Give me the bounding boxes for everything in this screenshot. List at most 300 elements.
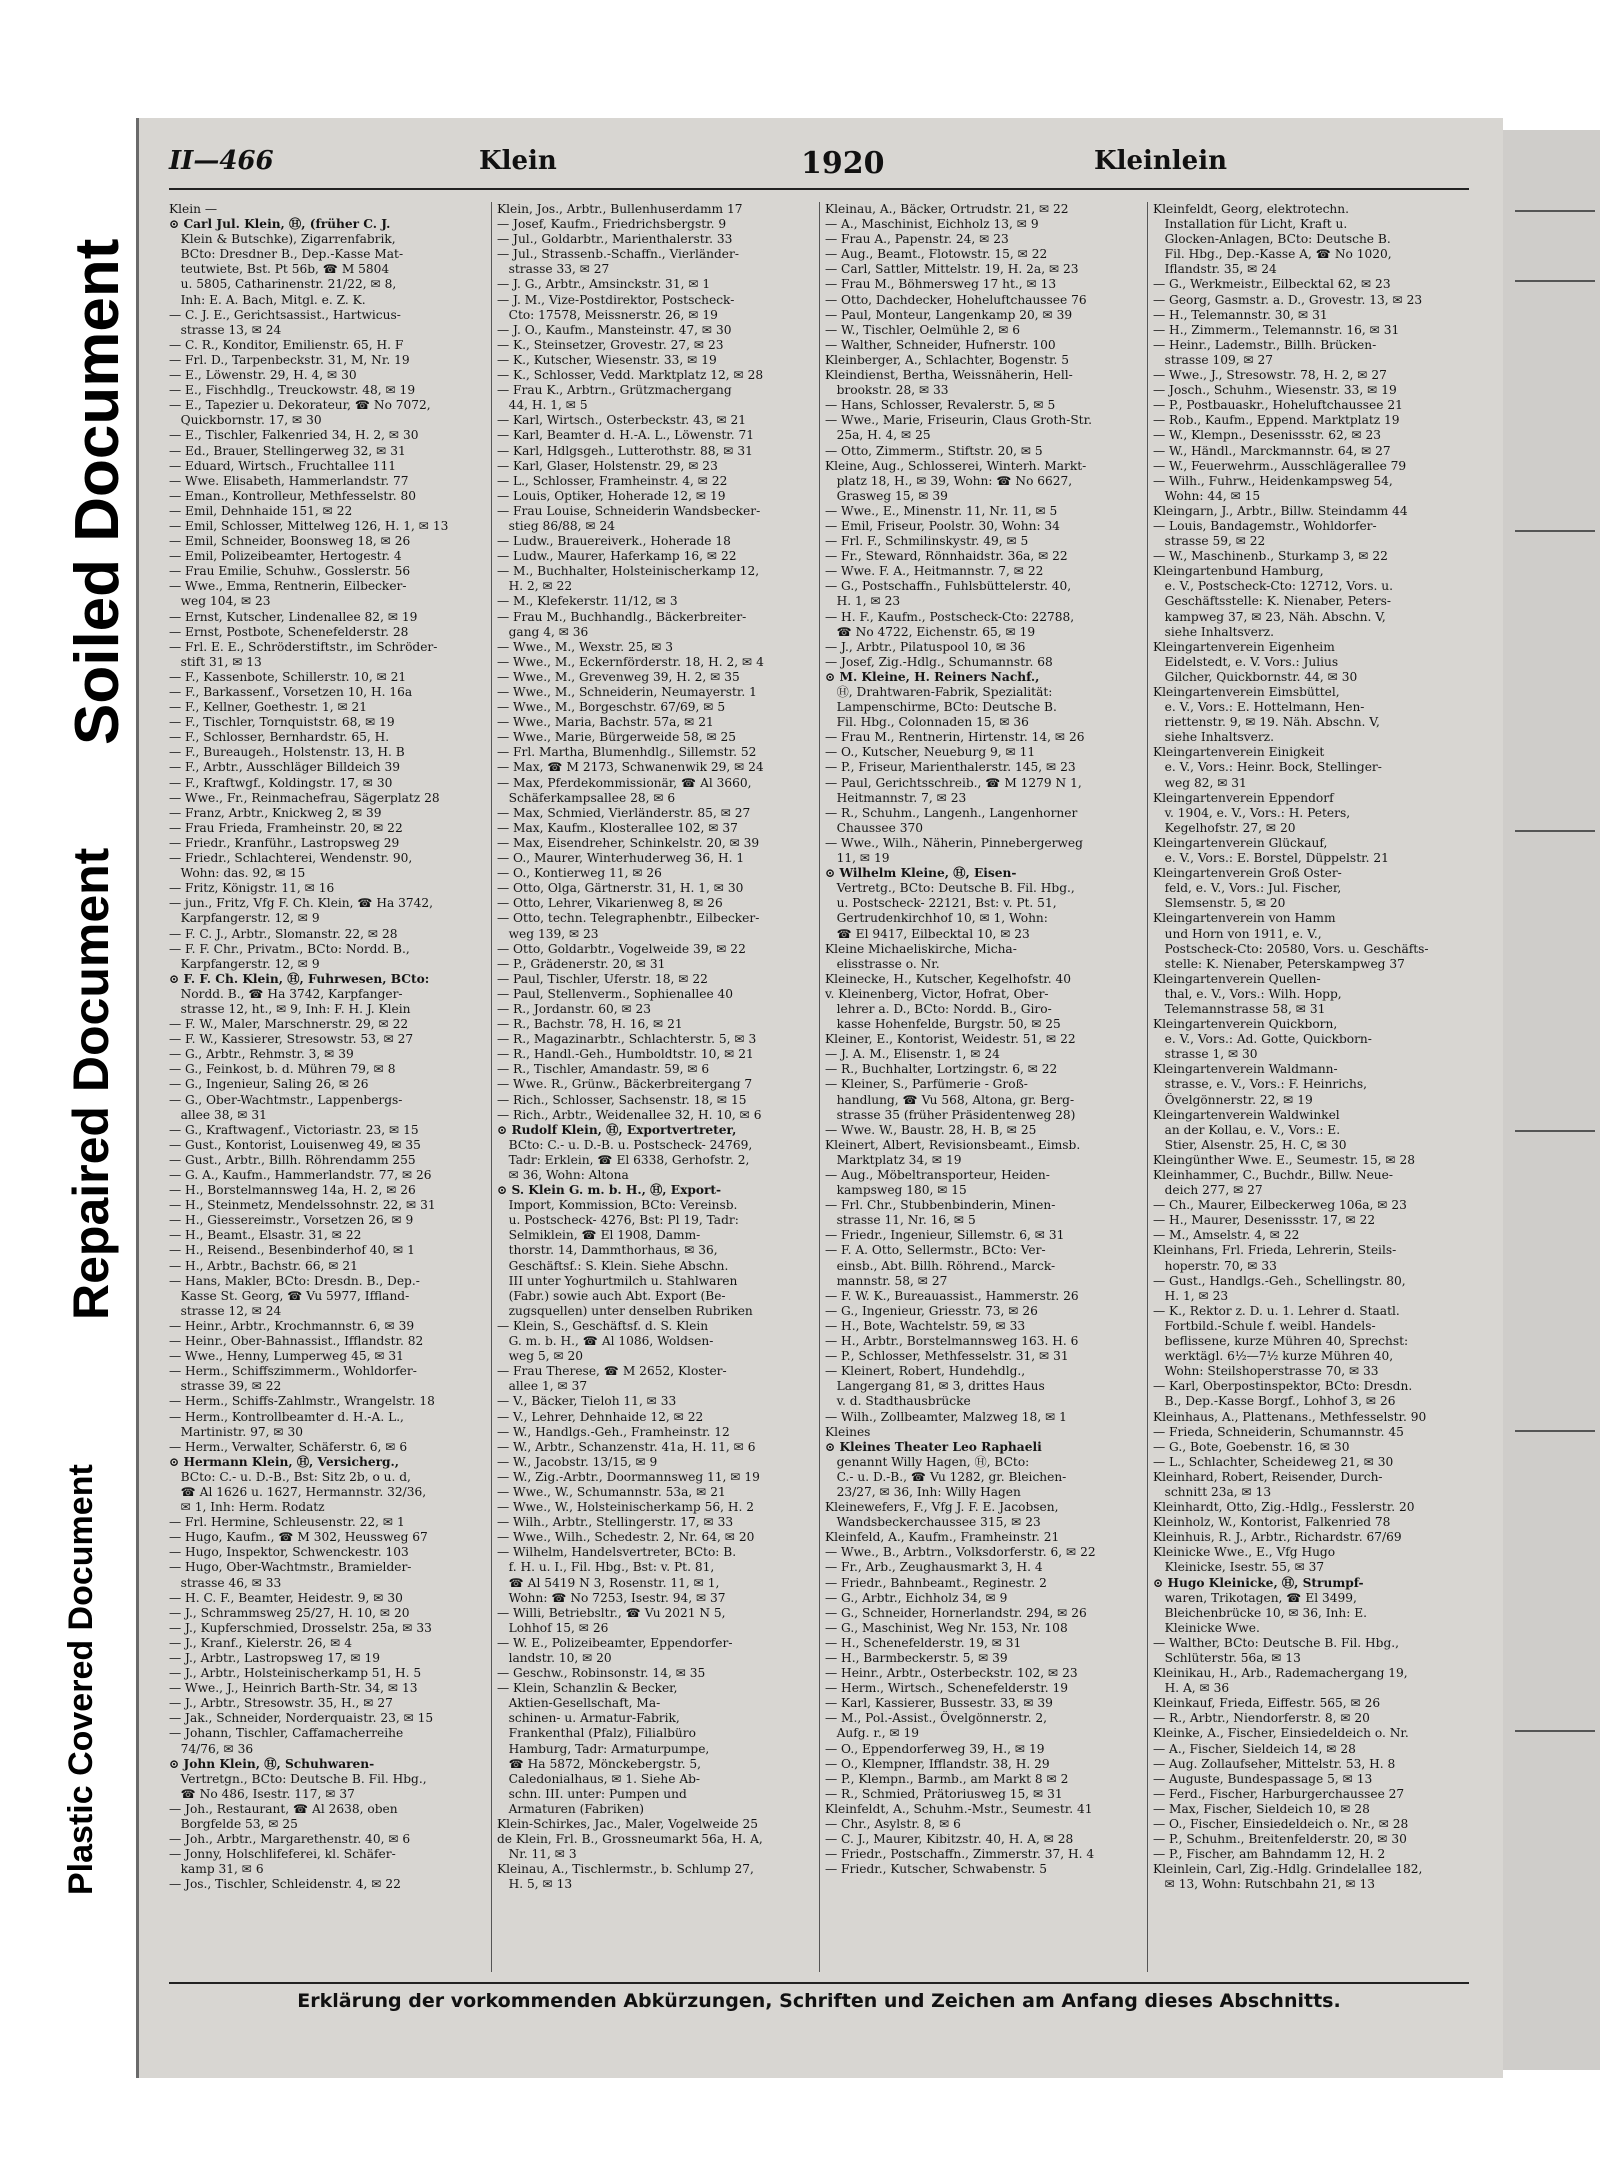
- directory-entry: Selmiklein, ☎ El 1908, Damm-: [497, 1228, 701, 1243]
- directory-entry: landstr. 10, ✉ 20: [497, 1651, 612, 1665]
- directory-entry: — Friedr., Ingenieur, Sillemstr. 6, ✉ 31: [825, 1228, 1065, 1243]
- directory-entry: Geschäftsf.: S. Klein. Siehe Abschn.: [497, 1258, 729, 1273]
- directory-entry: ☎ El 9417, Eilbecktal 10, ✉ 23: [825, 926, 1030, 941]
- directory-entry: Stier, Alsenstr. 25, H. C, ✉ 30: [1153, 1137, 1347, 1152]
- directory-entry: — H., Reisend., Besenbinderhof 40, ✉ 1: [169, 1243, 415, 1258]
- directory-entry: gang 4, ✉ 36: [497, 624, 589, 639]
- directory-entry: — Frl. E. E., Schröderstiftstr., im Schröder-: [169, 639, 438, 654]
- directory-entry: — Wwe. W., Baustr. 28, H. B, ✉ 25: [825, 1122, 1037, 1137]
- directory-entry: Klein, Jos., Arbtr., Bullenhuserdamm 17: [497, 202, 743, 216]
- directory-entry: weg 104, ✉ 23: [169, 594, 271, 609]
- directory-entry: Kleingarn, J., Arbtr., Billw. Steindamm 44: [1153, 503, 1408, 518]
- directory-entry: — Herm., Schiffs-Zahlmstr., Wrangelstr. 18: [169, 1394, 435, 1409]
- directory-entry: — Wwe., M., Eckernförderstr. 18, H. 2, ✉ 4: [497, 654, 764, 669]
- directory-entry: Wandsbeckerchaussee 315, ✉ 23: [825, 1515, 1041, 1530]
- directory-entry: ✉ 1, Inh: Herm. Rodatz: [169, 1500, 325, 1515]
- directory-entry: Martinistr. 97, ✉ 30: [169, 1424, 303, 1439]
- directory-entry: — Max, ☎ M 2173, Schwanenwik 29, ✉ 24: [497, 760, 764, 775]
- directory-entry: mannstr. 58, ✉ 27: [825, 1273, 948, 1288]
- edge-mark: [1515, 1430, 1595, 1432]
- directory-entry: — W. E., Polizeibeamter, Eppendorfer-: [497, 1635, 733, 1650]
- directory-entry: — Otto, Lehrer, Vikarienweg 8, ✉ 26: [497, 896, 723, 911]
- directory-entry: — H., Arbtr., Bachstr. 66, ✉ 21: [169, 1258, 358, 1273]
- directory-entry: strasse 35 (früher Präsidentenweg 28): [825, 1107, 1076, 1122]
- directory-entry: Kleinhaus, A., Plattenans., Methfesselstr. 90: [1153, 1409, 1427, 1424]
- directory-entry: — Frieda, Schneiderin, Schumannstr. 45: [1153, 1424, 1404, 1439]
- directory-entry: ⊙ Hermann Klein, Ⓗ, Versicherg.,: [169, 1454, 399, 1469]
- directory-entry: — Wwe., Marie, Friseurin, Claus Groth-Str.: [825, 413, 1092, 428]
- directory-entry: — Franz, Arbtr., Knickweg 2, ✉ 39: [169, 805, 382, 820]
- directory-entry: Kleingartenverein Eimsbüttel,: [1153, 685, 1340, 699]
- directory-entry: — Wwe., W., Holsteinischerkamp 56, H. 2: [497, 1500, 754, 1515]
- directory-entry: — Hans, Schlosser, Revalerstr. 5, ✉ 5: [825, 398, 1056, 413]
- directory-entry: — Wwe., Marie, Bürgerweide 58, ✉ 25: [497, 730, 737, 745]
- directory-entry: Kleinhardt, Otto, Zig.-Hdlg., Fesslerstr. 20: [1153, 1500, 1415, 1515]
- directory-entry: Wohn: Steilshoperstrasse 70, ✉ 33: [1153, 1364, 1379, 1379]
- edge-mark: [1515, 1130, 1595, 1132]
- scanned-directory-page: [136, 118, 1503, 2078]
- directory-entry: ⊙ S. Klein G. m. b. H., Ⓗ, Export-: [497, 1183, 722, 1198]
- directory-entry: Aufg. r., ✉ 19: [825, 1726, 920, 1741]
- directory-entry: — R., Handl.-Geh., Humboldtstr. 10, ✉ 21: [497, 1047, 754, 1062]
- directory-entry: — F. F. Chr., Privatm., BCto: Nordd. B.,: [169, 941, 410, 956]
- directory-entry: — J., Arbtr., Stresowstr. 35, H., ✉ 27: [169, 1696, 393, 1711]
- directory-entry: — J. M., Vize-Postdirektor, Postscheck-: [497, 292, 735, 307]
- directory-entry: stieg 86/88, ✉ 24: [497, 518, 616, 533]
- directory-entry: feld, e. V., Vors.: Jul. Fischer,: [1153, 881, 1342, 896]
- directory-entry: — Heinr., Arbtr., Osterbeckstr. 102, ✉ 23: [825, 1666, 1078, 1681]
- directory-entry: — Frau K., Arbtrn., Grützmachergang: [497, 383, 732, 398]
- directory-entry: — Karl, Hdlgsgeh., Lutterothstr. 88, ✉ 31: [497, 443, 753, 458]
- directory-entry: — A., Maschinist, Eichholz 13, ✉ 9: [825, 217, 1039, 232]
- directory-entry: Lampenschirme, BCto: Deutsche B.: [825, 700, 1057, 715]
- repaired-document-label: Repaired Document: [63, 847, 119, 1320]
- directory-entry: Chaussee 370: [825, 820, 923, 835]
- directory-entry: — H., Steinmetz, Mendelssohnstr. 22, ✉ 31: [169, 1198, 436, 1213]
- directory-entry: — Karl, Kassierer, Bussestr. 33, ✉ 39: [825, 1696, 1053, 1711]
- directory-entry: ⊙ F. F. Ch. Klein, Ⓗ, Fuhrwesen, BCto:: [169, 971, 430, 986]
- side-labels: [0, 0, 132, 2177]
- directory-entry: Kleingartenverein Eppendorf: [1153, 790, 1334, 805]
- directory-entry: H. 5, ✉ 13: [497, 1877, 573, 1892]
- directory-entry: — L., Schlosser, Framheinstr. 4, ✉ 22: [497, 473, 728, 488]
- directory-entry: — R., Buchhalter, Lortzingstr. 6, ✉ 22: [825, 1062, 1058, 1077]
- directory-entry: — Joh., Restaurant, ☎ Al 2638, oben: [169, 1801, 398, 1816]
- directory-entry: — C. R., Konditor, Emilienstr. 65, H. F: [169, 337, 404, 352]
- directory-entry: — Frau M., Buchhandlg., Bäckerbreiter-: [497, 609, 747, 624]
- directory-entry: an der Kollau, e. V., Vors.: E.: [1153, 1122, 1341, 1137]
- directory-entry: — Jos., Tischler, Schleidenstr. 4, ✉ 22: [169, 1877, 401, 1892]
- directory-entry: — Wwe., Henny, Lumperweg 45, ✉ 31: [169, 1349, 404, 1364]
- directory-entry: — Rich., Schlosser, Sachsenstr. 18, ✉ 15: [497, 1092, 747, 1107]
- soiled-document-label: Soiled Document: [63, 238, 132, 745]
- directory-entry: strasse 11, Nr. 16, ✉ 5: [825, 1213, 976, 1228]
- directory-entry: H. A, ✉ 36: [1153, 1681, 1230, 1696]
- directory-entry: — Fritz, Königstr. 11, ✉ 16: [169, 881, 335, 896]
- directory-entry: — Max, Kaufm., Klosterallee 102, ✉ 37: [497, 820, 738, 835]
- column-divider: [491, 202, 492, 1972]
- directory-entry: Kleindienst, Bertha, Weissnäherin, Hell-: [825, 368, 1073, 383]
- directory-entry: — G., Werkmeistr., Eilbecktal 62, ✉ 23: [1153, 277, 1391, 292]
- directory-entry: Nordd. B., ☎ Ha 3742, Karpfanger-: [169, 986, 403, 1001]
- directory-entry: — Paul, Gerichtsschreib., ☎ M 1279 N 1,: [825, 775, 1082, 790]
- directory-entry: — H. F., Kaufm., Postscheck-Cto: 22788,: [825, 609, 1075, 624]
- directory-entry: Kleinhuis, R. J., Arbtr., Richardstr. 67/69: [1153, 1530, 1402, 1545]
- directory-entry: Borgfelde 53, ✉ 25: [169, 1817, 298, 1832]
- directory-entry: hoperstr. 70, ✉ 33: [1153, 1258, 1277, 1273]
- directory-entry: Quickbornstr. 17, ✉ 30: [169, 413, 322, 428]
- directory-entry: — Friedr., Kranführ., Lastropsweg 29: [169, 835, 400, 850]
- directory-entry: ⊙ M. Kleine, H. Reiners Nachf.,: [825, 669, 1040, 684]
- directory-entry: — Wwe., M., Borgeschstr. 67/69, ✉ 5: [497, 700, 726, 715]
- directory-entry: — Wwe., Emma, Rentnerin, Eilbecker-: [169, 579, 407, 594]
- directory-entry: — W., Maschinenb., Sturkamp 3, ✉ 22: [1153, 549, 1388, 564]
- directory-entry: Ⓗ, Drahtwaren-Fabrik, Spezialität:: [825, 685, 1053, 699]
- directory-entry: B., Dep.-Kasse Borgf., Lohhof 3, ✉ 26: [1153, 1394, 1396, 1409]
- directory-entry: strasse 13, ✉ 24: [169, 322, 282, 337]
- directory-entry: — Max, Eisendreher, Schinkelstr. 20, ✉ 39: [497, 835, 760, 850]
- directory-entry: — Frl. Chr., Stubbenbinderin, Minen-: [825, 1198, 1056, 1213]
- directory-entry: — Carl, Sattler, Mittelstr. 19, H. 2a, ✉ 23: [825, 262, 1079, 277]
- directory-entry: Frankenthal (Pfalz), Filialbüro: [497, 1726, 696, 1741]
- directory-entry: — Hugo, Inspektor, Schwenckestr. 103: [169, 1545, 409, 1560]
- directory-entry: — Friedr., Kutscher, Schwabenstr. 5: [825, 1862, 1048, 1877]
- directory-entry: — Paul, Tischler, Uferstr. 18, ✉ 22: [497, 971, 708, 986]
- directory-entry: Nr. 11, ✉ 3: [497, 1847, 577, 1862]
- directory-entry: (Fabr.) sowie auch Abt. Export (Be-: [497, 1288, 726, 1303]
- directory-entry: — G., Schneider, Hornerlandstr. 294, ✉ 26: [825, 1605, 1087, 1620]
- directory-entry: — H., Giessereimstr., Vorsetzen 26, ✉ 9: [169, 1213, 414, 1228]
- directory-entry: allee 1, ✉ 37: [497, 1379, 588, 1394]
- directory-entry: — G., Postschaffn., Fuhlsbüttelerstr. 40,: [825, 579, 1072, 594]
- directory-entry: — M., Klefekerstr. 11/12, ✉ 3: [497, 594, 678, 609]
- directory-entry: — Emil, Dehnhaide 151, ✉ 22: [169, 503, 353, 518]
- directory-entry: Kleinhard, Robert, Reisender, Durch-: [1153, 1469, 1383, 1484]
- directory-entry: Vertretg., BCto: Deutsche B. Fil. Hbg.,: [825, 881, 1075, 896]
- directory-entry: — Ferd., Fischer, Harburgerchaussee 27: [1153, 1786, 1405, 1801]
- directory-entry: — H. C. F., Beamter, Heidestr. 9, ✉ 30: [169, 1590, 403, 1605]
- directory-entry: Kleine Michaeliskirche, Micha-: [825, 941, 1017, 956]
- directory-entry: einsb., Abt. Billh. Röhrend., Marck-: [825, 1258, 1056, 1273]
- directory-entry: — Frl. Martha, Blumenhdlg., Sillemstr. 52: [497, 745, 757, 760]
- directory-entry: — Emil, Schneider, Boonsweg 18, ✉ 26: [169, 534, 411, 549]
- directory-entry: — Otto, techn. Telegraphenbtr., Eilbecker-: [497, 911, 760, 926]
- directory-entry: e. V., Vors.: Heinr. Bock, Stellinger-: [1153, 760, 1382, 775]
- directory-entry: zugsquellen) unter denselben Rubriken: [497, 1303, 753, 1318]
- directory-entry: Schäferkampsallee 28, ✉ 6: [497, 790, 676, 805]
- directory-entry: — jun., Fritz, Vfg F. Ch. Klein, ☎ Ha 3742,: [169, 896, 434, 911]
- directory-entry: — Emil, Schlosser, Mittelweg 126, H. 1, ✉ 13: [169, 518, 449, 533]
- directory-entry: — O., Klempner, Ifflandstr. 38, H. 29: [825, 1756, 1050, 1771]
- directory-entry: — Klein, Schanzlin & Becker,: [497, 1681, 678, 1696]
- directory-entry: — Otto, Zimmerm., Stiftstr. 20, ✉ 5: [825, 443, 1043, 458]
- directory-entry: — Karl, Beamter d. H.-A. L., Löwenstr. 71: [497, 428, 754, 443]
- directory-entry: — Wwe., Fr., Reinmachefrau, Sägerplatz 28: [169, 790, 440, 805]
- directory-entry: — Otto, Goldarbtr., Vogelweide 39, ✉ 22: [497, 941, 746, 956]
- directory-entry: — Rich., Arbtr., Weidenallee 32, H. 10, ✉ 6: [497, 1107, 762, 1122]
- directory-entry: — Rob., Kaufm., Eppend. Marktplatz 19: [1153, 413, 1400, 428]
- directory-entry: — K., Kutscher, Wiesenstr. 33, ✉ 19: [497, 352, 717, 367]
- directory-entry: Kleinicke Wwe.: [1153, 1620, 1260, 1635]
- directory-entry: — Wwe., M., Wexstr. 25, ✉ 3: [497, 639, 674, 654]
- directory-entry: — Auguste, Bundespassage 5, ✉ 13: [1153, 1771, 1373, 1786]
- directory-entry: f. H. u. I., Fil. Hbg., Bst: v. Pt. 81,: [497, 1560, 715, 1575]
- directory-entry: strasse 59, ✉ 22: [1153, 534, 1266, 549]
- directory-entry: — Gust., Arbtr., Billh. Röhrendamm 255: [169, 1152, 416, 1167]
- directory-entry: — Ludw., Brauereiverk., Hoherade 18: [497, 534, 731, 549]
- directory-entry: v. Kleinenberg, Victor, Hofrat, Ober-: [825, 986, 1049, 1001]
- directory-entry: — Heinr., Arbtr., Krochmannstr. 6, ✉ 39: [169, 1318, 415, 1333]
- directory-entry: — R., Jordanstr. 60, ✉ 23: [497, 1001, 652, 1016]
- directory-entry: — Friedr., Bahnbeamt., Reginestr. 2: [825, 1575, 1047, 1590]
- directory-entry: Aktien-Gesellschaft, Ma-: [497, 1696, 661, 1711]
- directory-entry: Kleiner, E., Kontorist, Weidestr. 51, ✉ 22: [825, 1032, 1076, 1047]
- directory-entry: — H., Bote, Wachtelstr. 59, ✉ 33: [825, 1318, 1026, 1333]
- directory-entry: — F. A. Otto, Sellermstr., BCto: Ver-: [825, 1243, 1046, 1258]
- directory-entry: — F., Arbtr., Ausschläger Billdeich 39: [169, 760, 401, 775]
- directory-entry: Tadr: Erklein, ☎ El 6338, Gerhofstr. 2,: [497, 1152, 750, 1167]
- directory-entry: — M., Pol.-Assist., Övelgönnerstr. 2,: [825, 1711, 1047, 1726]
- directory-entry: Kleingartenverein Glückauf,: [1153, 835, 1328, 850]
- directory-entry: Fil. Hbg., Dep.-Kasse A, ☎ No 1020,: [1153, 247, 1392, 262]
- header-left-word: Klein: [479, 146, 557, 176]
- directory-entry: Klein —: [169, 202, 218, 216]
- directory-entry: — J., Kupferschmied, Drosselstr. 25a, ✉ 33: [169, 1620, 432, 1635]
- directory-entry: Wohn: das. 92, ✉ 15: [169, 866, 306, 881]
- directory-entry: — F., Bureaugeh., Holstenstr. 13, H. B: [169, 745, 405, 760]
- directory-entry: deich 277, ✉ 27: [1153, 1183, 1263, 1198]
- directory-entry: — Frl. F., Schmilinskystr. 49, ✉ 5: [825, 534, 1029, 549]
- directory-entry: — Frl. D., Tarpenbeckstr. 31, M, Nr. 19: [169, 352, 410, 367]
- directory-entry: — Wwe., M., Grevenweg 39, H. 2, ✉ 35: [497, 669, 740, 684]
- directory-entry: Kleingartenverein Einigkeit: [1153, 745, 1325, 760]
- directory-entry: — Jul., Goldarbtr., Marienthalerstr. 33: [497, 232, 733, 247]
- directory-entry: thorstr. 14, Dammthorhaus, ✉ 36,: [497, 1243, 718, 1258]
- directory-entry: — P., Schuhm., Breitenfelderstr. 20, ✉ 30: [1153, 1832, 1407, 1847]
- directory-entry: Fortbild.-Schule f. weibl. Handels-: [1153, 1318, 1376, 1333]
- directory-entry: weg 139, ✉ 23: [497, 926, 599, 941]
- directory-entry: siehe Inhaltsverz.: [1153, 624, 1274, 639]
- directory-entry: — Wwe., W., Schumannstr. 53a, ✉ 21: [497, 1484, 726, 1499]
- directory-entry: riettenstr. 9, ✉ 19. Näh. Abschn. V,: [1153, 715, 1380, 730]
- directory-entry: kasse Hohenfelde, Burgstr. 50, ✉ 25: [825, 1017, 1061, 1032]
- directory-entry: weg 82, ✉ 31: [1153, 775, 1247, 790]
- directory-entry: Postscheck-Cto: 20580, Vors. u. Geschäfts-: [1153, 941, 1429, 956]
- edge-mark: [1515, 280, 1595, 282]
- directory-entry: — Ernst, Kutscher, Lindenallee 82, ✉ 19: [169, 609, 418, 624]
- directory-entry: — M., Amselstr. 4, ✉ 22: [1153, 1228, 1300, 1243]
- directory-column-2: [497, 202, 815, 1972]
- directory-entry: — Joh., Arbtr., Margarethenstr. 40, ✉ 6: [169, 1832, 411, 1847]
- directory-entry: — H., Zimmerm., Telemannstr. 16, ✉ 31: [1153, 322, 1400, 337]
- directory-entry: ⊙ Kleines Theater Leo Raphaeli: [825, 1439, 1042, 1454]
- directory-entry: Langergang 81, ✉ 3, drittes Haus: [825, 1379, 1045, 1394]
- directory-entry: — Frau A., Papenstr. 24, ✉ 23: [825, 232, 1009, 247]
- directory-entry: — Friedr., Schlachterei, Wendenstr. 90,: [169, 851, 413, 866]
- directory-entry: strasse 39, ✉ 22: [169, 1379, 282, 1394]
- directory-entry: — Frau M., Böhmersweg 17 ht., ✉ 13: [825, 277, 1057, 292]
- directory-entry: — Max, Pferdekommissionär, ☎ Al 3660,: [497, 775, 752, 790]
- directory-entry: — Jonny, Holschlifeferei, kl. Schäfer-: [169, 1847, 396, 1862]
- directory-entry: — K., Steinsetzer, Grovestr. 27, ✉ 23: [497, 337, 724, 352]
- directory-entry: — E., Tapezier u. Dekorateur, ☎ No 7072,: [169, 398, 431, 413]
- directory-entry: de Klein, Frl. B., Grossneumarkt 56a, H. A,: [497, 1832, 763, 1847]
- directory-entry: — R., Arbtr., Niendorferstr. 8, ✉ 20: [1153, 1711, 1370, 1726]
- directory-column-1: [169, 202, 487, 1972]
- directory-entry: Kegelhofstr. 27, ✉ 20: [1153, 820, 1296, 835]
- directory-entry: — Wwe. R., Grünw., Bäckerbreitergang 7: [497, 1077, 753, 1092]
- directory-entry: — J., Schrammsweg 25/27, H. 10, ✉ 20: [169, 1605, 410, 1620]
- directory-entry: — J., Arbtr., Lastropsweg 17, ✉ 19: [169, 1651, 380, 1665]
- directory-entry: Kleinikau, H., Arb., Rademachergang 19,: [1153, 1666, 1408, 1681]
- directory-entry: — Wwe., J., Heinrich Barth-Str. 34, ✉ 13: [169, 1681, 418, 1696]
- directory-entry: — P., Friseur, Marienthalerstr. 145, ✉ 23: [825, 760, 1076, 775]
- directory-entry: strasse 33, ✉ 27: [497, 262, 610, 277]
- directory-entry: — G., Ingenieur, Saling 26, ✉ 26: [169, 1077, 369, 1092]
- directory-entry: — Gust., Handlgs.-Geh., Schellingstr. 80,: [1153, 1273, 1406, 1288]
- directory-entry: — Herm., Wirtsch., Schenefelderstr. 19: [825, 1681, 1069, 1696]
- directory-entry: — Frau Louise, Schneiderin Wandsbecker-: [497, 503, 761, 518]
- directory-entry: — Frau M., Rentnerin, Hirtenstr. 14, ✉ 26: [825, 730, 1085, 745]
- directory-entry: Glocken-Anlagen, BCto: Deutsche B.: [1153, 232, 1391, 247]
- directory-entry: Gertrudenkirchhof 10, ✉ 1, Wohn:: [825, 911, 1048, 926]
- directory-entry: — W., Händl., Marckmannstr. 64, ✉ 27: [1153, 443, 1391, 458]
- directory-entry: Kleinewefers, F., Vfg J. F. E. Jacobsen,: [825, 1500, 1059, 1515]
- directory-entry: — Eduard, Wirtsch., Fruchtallee 111: [169, 458, 397, 473]
- directory-entry: Klein-Schirkes, Jac., Maler, Vogelweide 25: [497, 1817, 758, 1832]
- directory-entry: — Aug. Zollaufseher, Mittelstr. 53, H. 8: [1153, 1756, 1396, 1771]
- directory-entry: — Max, Schmied, Vierländerstr. 85, ✉ 27: [497, 805, 751, 820]
- directory-entry: allee 38, ✉ 31: [169, 1107, 267, 1122]
- directory-entry: — H., Barmbeckerstr. 5, ✉ 39: [825, 1651, 1008, 1665]
- directory-entry: Import, Kommission, BCto: Vereinsb.: [497, 1198, 738, 1213]
- directory-entry: Övelgönnerstr. 22, ✉ 19: [1153, 1092, 1313, 1107]
- directory-entry: Fil. Hbg., Colonnaden 15, ✉ 36: [825, 715, 1029, 730]
- directory-entry: — Friedr., Postschaffn., Zimmerstr. 37, H. 4: [825, 1847, 1095, 1862]
- directory-entry: — Ernst, Postbote, Schenefelderstr. 28: [169, 624, 409, 639]
- directory-entry: e. V., Vors.: E. Hottelmann, Hen-: [1153, 700, 1365, 715]
- directory-entry: strasse 12, ht., ✉ 9, Inh: F. H. J. Klein: [169, 1001, 411, 1016]
- directory-entry: — W., Zig.-Arbtr., Doormannsweg 11, ✉ 19: [497, 1469, 760, 1484]
- directory-entry: — Herm., Schiffszimmerm., Wohldorfer-: [169, 1364, 417, 1379]
- directory-entry: — Eman., Kontrolleur, Methfesselstr. 80: [169, 488, 417, 503]
- directory-entry: — Wwe., Wilh., Schedestr. 2, Nr. 64, ✉ 20: [497, 1530, 755, 1545]
- directory-entry: Kleingartenverein Waldmann-: [1153, 1062, 1338, 1077]
- directory-entry: Geschäftsstelle: K. Nienaber, Peters-: [1153, 594, 1391, 609]
- directory-entry: siehe Inhaltsverz.: [1153, 730, 1274, 745]
- directory-entry: Kleinecke, H., Kutscher, Kegelhofstr. 40: [825, 971, 1072, 986]
- directory-entry: C.- u. D.-B., ☎ Vu 1282, gr. Bleichen-: [825, 1469, 1067, 1484]
- directory-entry: — G., Arbtr., Rehmstr. 3, ✉ 39: [169, 1047, 354, 1062]
- directory-entry: stelle: K. Nienaber, Peterskampweg 37: [1153, 956, 1405, 971]
- directory-entry: genannt Willy Hagen, Ⓗ, BCto:: [825, 1454, 1030, 1469]
- directory-entry: — Wwe., Wilh., Näherin, Pinnebergerweg: [825, 835, 1083, 850]
- directory-entry: — Hans, Makler, BCto: Dresdn. B., Dep.-: [169, 1273, 420, 1288]
- directory-entry: ✉ 13, Wohn: Rutschbahn 21, ✉ 13: [1153, 1877, 1376, 1892]
- directory-entry: — W., Jacobstr. 13/15, ✉ 9: [497, 1454, 658, 1469]
- directory-entry: — Ch., Maurer, Eilbeckerweg 106a, ✉ 23: [1153, 1198, 1407, 1213]
- directory-entry: Installation für Licht, Kraft u.: [1153, 217, 1348, 232]
- directory-entry: 23/27, ✉ 36, Inh: Willy Hagen: [825, 1484, 1021, 1499]
- directory-entry: Kleinau, A., Bäcker, Ortrudstr. 21, ✉ 22: [825, 202, 1069, 216]
- directory-entry: — Jak., Schneider, Norderquaistr. 23, ✉ 15: [169, 1711, 434, 1726]
- directory-entry: Kasse St. Georg, ☎ Vu 5977, Iffland-: [169, 1288, 410, 1303]
- directory-entry: — Fr., Arb., Zeughausmarkt 3, H. 4: [825, 1560, 1043, 1575]
- directory-entry: ☎ Al 1626 u. 1627, Hermannstr. 32/36,: [169, 1484, 427, 1499]
- directory-entry: und Horn von 1911, e. V.,: [1153, 926, 1322, 941]
- directory-entry: u. Postscheck- 4276, Bst: Pl 19, Tadr:: [497, 1213, 739, 1228]
- directory-entry: 74/76, ✉ 36: [169, 1741, 254, 1756]
- directory-entry: — F., Kraftwgf., Koldingstr. 17, ✉ 30: [169, 775, 393, 790]
- directory-entry: Karpfangerstr. 12, ✉ 9: [169, 956, 320, 971]
- next-page-edge: [1500, 130, 1600, 2070]
- directory-entry: lehrer a. D., BCto: Nordd. B., Giro-: [825, 1001, 1052, 1016]
- directory-entry: — Frau Therese, ☎ M 2652, Kloster-: [497, 1364, 727, 1379]
- directory-entry: — Ed., Brauer, Stellingerweg 32, ✉ 31: [169, 443, 406, 458]
- directory-entry: — F., Kellner, Goethestr. 1, ✉ 21: [169, 700, 368, 715]
- directory-entry: — Wwe. F. A., Heitmannstr. 7, ✉ 22: [825, 564, 1044, 579]
- directory-entry: — Kleinert, Robert, Hundehdlg.,: [825, 1364, 1026, 1379]
- header-right-word: Kleinlein: [1094, 146, 1227, 176]
- directory-entry: — H., Telemannstr. 30, ✉ 31: [1153, 307, 1328, 322]
- directory-entry: — F., Kassenbote, Schillerstr. 10, ✉ 21: [169, 669, 407, 684]
- directory-entry: kampsweg 180, ✉ 15: [825, 1183, 967, 1198]
- directory-entry: Kleinau, A., Tischlermstr., b. Schlump 27,: [497, 1862, 754, 1877]
- directory-entry: — Hugo, Ober-Wachtmstr., Bramielder-: [169, 1560, 412, 1575]
- directory-entry: Grasweg 15, ✉ 39: [825, 488, 948, 503]
- directory-entry: — F. W., Maler, Marschnerstr. 29, ✉ 22: [169, 1017, 409, 1032]
- directory-entry: — Josef, Zig.-Hdlg., Schumannstr. 68: [825, 654, 1053, 669]
- directory-entry: — H., Arbtr., Borstelmannsweg 163. H. 6: [825, 1334, 1079, 1349]
- column-divider: [819, 202, 820, 1972]
- directory-entry: — F., Tischler, Tornquiststr. 68, ✉ 19: [169, 715, 395, 730]
- plastic-covered-document-label: Plastic Covered Document: [62, 1464, 100, 1895]
- directory-entry: — O., Maurer, Winterhuderweg 36, H. 1: [497, 851, 745, 866]
- directory-entry: — Otto, Dachdecker, Hoheluftchaussee 76: [825, 292, 1087, 307]
- directory-entry: waren, Trikotagen, ☎ El 3499,: [1153, 1590, 1357, 1605]
- directory-entry: Hamburg, Tadr: Armaturpumpe,: [497, 1741, 710, 1756]
- directory-entry: — F., Barkassenf., Vorsetzen 10, H. 16a: [169, 685, 413, 699]
- directory-entry: ☎ No 4722, Eichenstr. 65, ✉ 19: [825, 624, 1036, 639]
- directory-column-4: [1153, 202, 1471, 1972]
- directory-entry: BCto: Dresdner B., Dep.-Kasse Mat-: [169, 247, 404, 262]
- directory-entry: — Paul, Stellenverm., Sophienallee 40: [497, 986, 734, 1001]
- directory-entry: — C. J. E., Gerichtsassist., Hartwicus-: [169, 307, 401, 322]
- directory-entry: Kleinert, Albert, Revisionsbeamt., Eimsb.: [825, 1137, 1081, 1152]
- directory-entry: — R., Tischler, Amandastr. 59, ✉ 6: [497, 1062, 710, 1077]
- directory-entry: — P., Klempn., Barmb., am Markt 8 ✉ 2: [825, 1771, 1069, 1786]
- directory-entry: ☎ Al 5419 N 3, Rosenstr. 11, ✉ 1,: [497, 1575, 720, 1590]
- directory-entry: ☎ No 486, Isestr. 117, ✉ 37: [169, 1786, 355, 1801]
- directory-entry: Klein & Butschke), Zigarrenfabrik,: [169, 232, 396, 247]
- directory-entry: — Paul, Monteur, Langenkamp 20, ✉ 39: [825, 307, 1073, 322]
- directory-entry: — K., Rektor z. D. u. 1. Lehrer d. Staatl.: [1153, 1303, 1400, 1318]
- directory-entry: — Wwe., B., Arbtrn., Volksdorferstr. 6, ✉ 22: [825, 1545, 1096, 1560]
- directory-entry: — Josef, Kaufm., Friedrichsbergstr. 9: [497, 217, 727, 232]
- directory-entry: — H., Maurer, Desenissstr. 17, ✉ 22: [1153, 1213, 1376, 1228]
- directory-entry: — Aug., Möbeltransporteur, Heiden-: [825, 1168, 1050, 1182]
- directory-entry: ✉ 36, Wohn: Altona: [497, 1168, 629, 1182]
- directory-entry: — R., Bachstr. 78, H. 16, ✉ 21: [497, 1017, 683, 1032]
- directory-entry: Kleines: [825, 1424, 871, 1439]
- abbreviations-note: Erklärung der vorkommenden Abkürzungen, Schriften und Zeichen am Anfang dieses Abschnitts.: [297, 1990, 1341, 2012]
- directory-entry: Kleine, Aug., Schlosserei, Winterh. Markt-: [825, 458, 1087, 473]
- directory-entry: v. 1904, e. V., Vors.: H. Peters,: [1153, 805, 1351, 820]
- directory-entry: brookstr. 28, ✉ 33: [825, 383, 949, 398]
- directory-entry: BCto: C.- u. D.-B. u. Postscheck- 24769,: [497, 1137, 753, 1152]
- directory-entry: — E., Tischler, Falkenried 34, H. 2, ✉ 30: [169, 428, 419, 443]
- directory-entry: handlung, ☎ Vu 568, Altona, gr. Berg-: [825, 1092, 1075, 1107]
